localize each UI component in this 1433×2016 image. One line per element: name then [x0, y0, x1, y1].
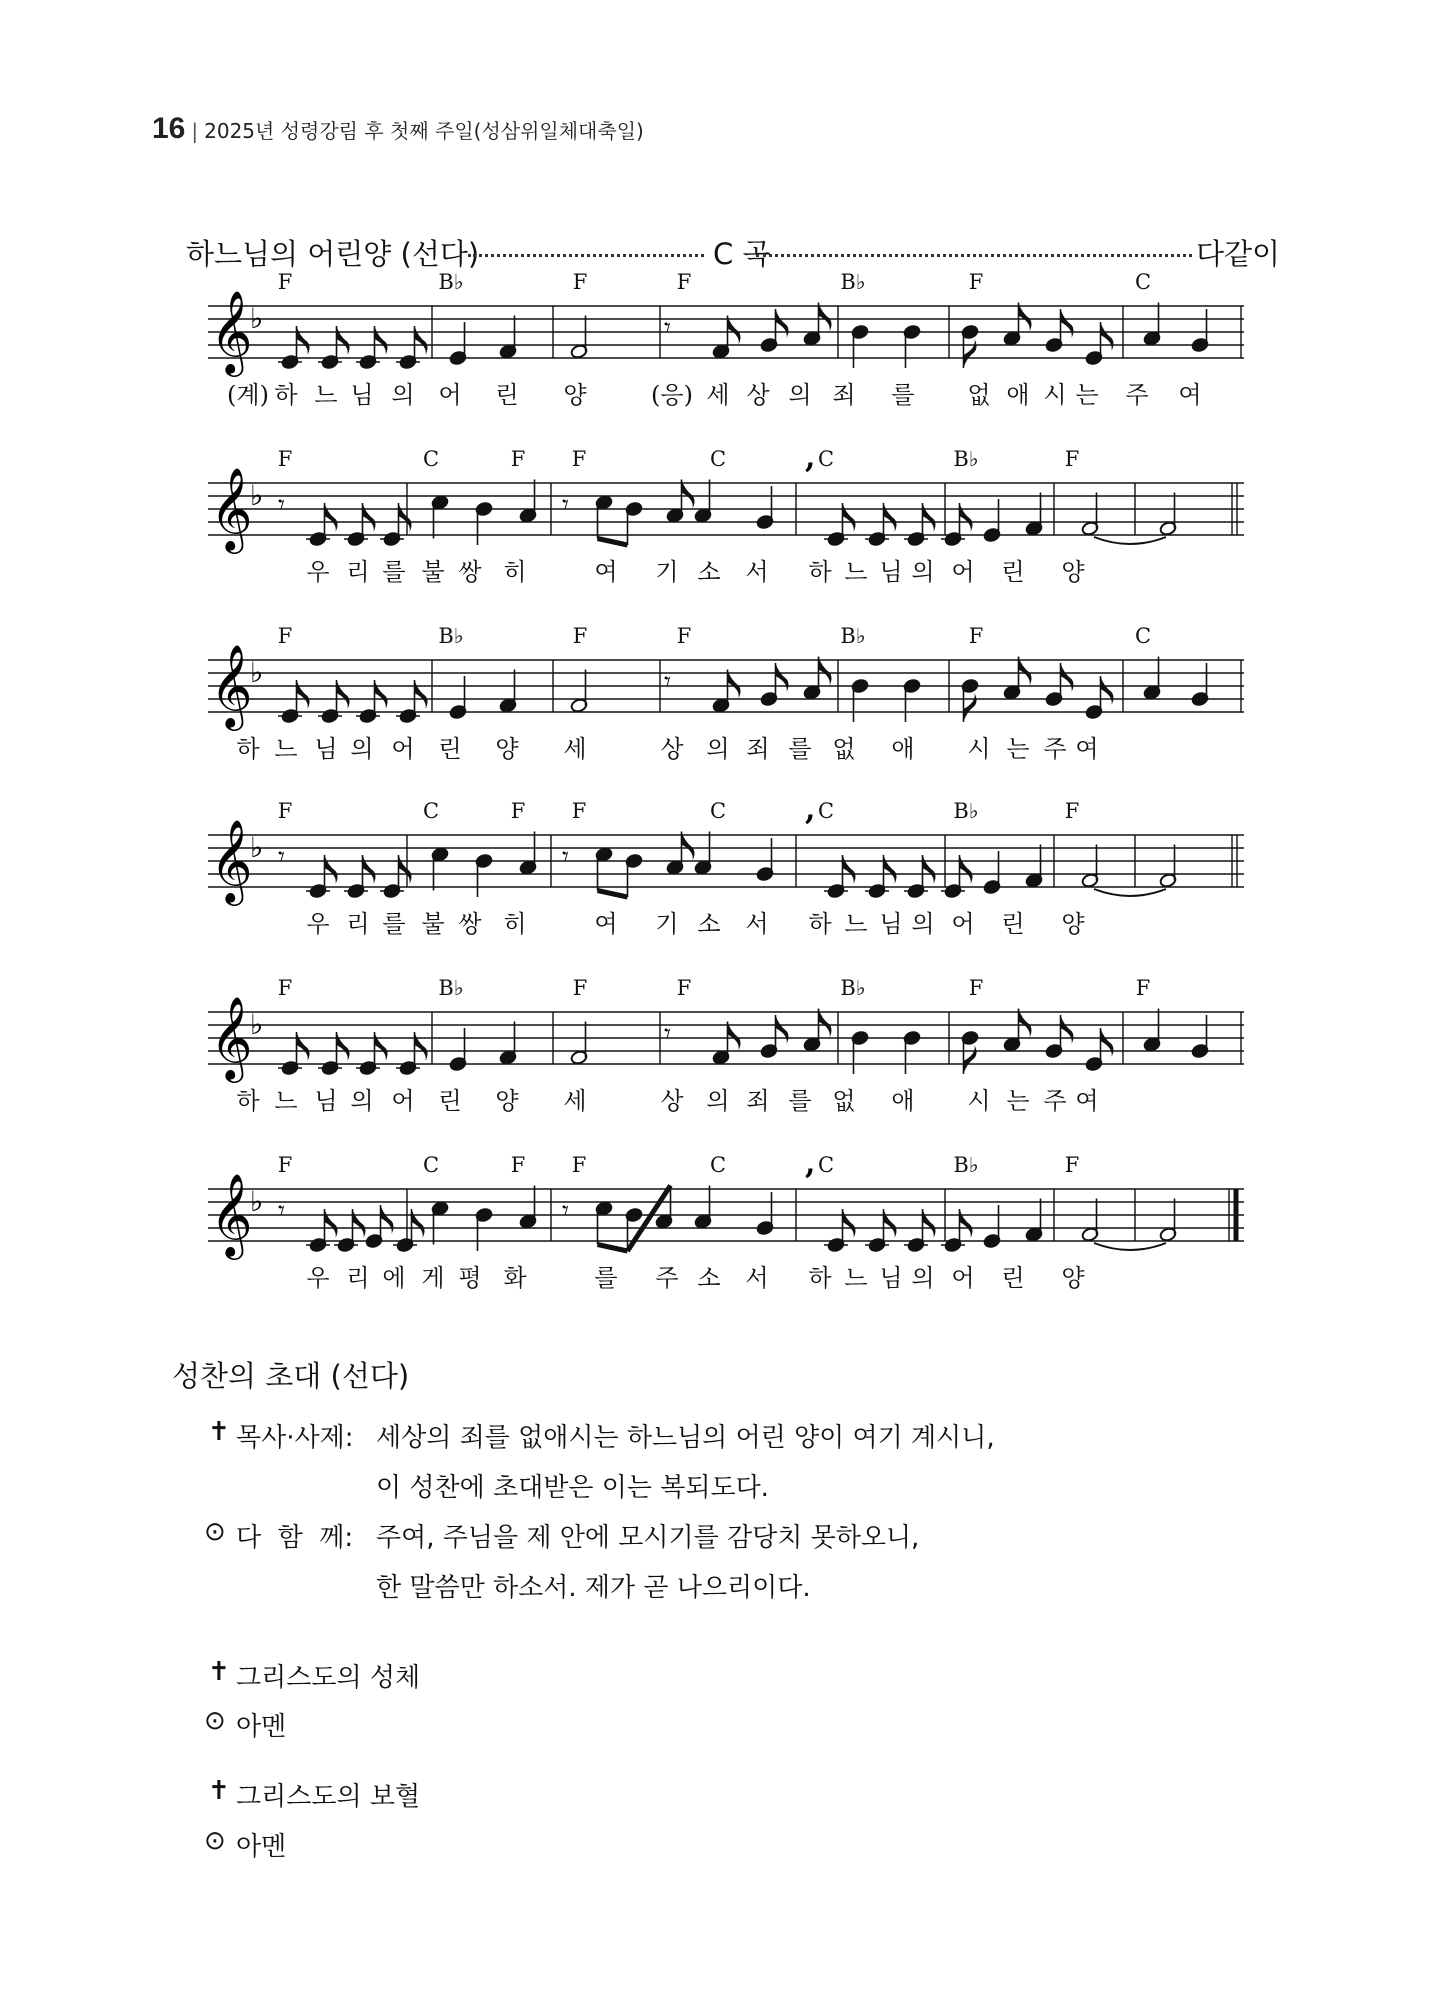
lyric-syllable: 어 — [951, 558, 975, 586]
breath-mark-icon: , — [805, 440, 816, 475]
note-flag — [682, 480, 695, 509]
lyric-syllable: 의 — [911, 1264, 935, 1292]
note-flag — [1101, 322, 1114, 351]
lyric-syllable: 어 — [951, 1264, 975, 1292]
lyric-syllable: 히 — [503, 558, 527, 586]
chord-symbol: F — [510, 1153, 526, 1177]
tie — [1094, 889, 1166, 896]
note-flag — [353, 1209, 366, 1238]
note-flag — [297, 680, 310, 709]
lyric-syllable: 느 — [844, 910, 868, 938]
note-flag — [1019, 657, 1032, 686]
lyric-syllable: 상 — [660, 735, 684, 763]
note-beam — [598, 539, 628, 546]
note-flag — [1019, 303, 1032, 332]
chord-symbol: F — [676, 270, 692, 294]
note-flag — [843, 855, 856, 884]
all-line-1: 주여, 주님을 제 안에 모시기를 감당치 못하오니, — [376, 1523, 920, 1553]
treble-clef-icon: 𝄞 — [210, 466, 253, 550]
flat-key-signature-icon: ♭ — [250, 1185, 264, 1218]
lyric-syllable: 소 — [697, 1264, 721, 1292]
chord-symbol: C — [422, 799, 440, 823]
lyric-syllable: 느 — [314, 381, 338, 409]
note-flag — [728, 1022, 741, 1051]
lyric-syllable: 리 — [346, 1264, 370, 1292]
header-separator: | — [191, 119, 199, 143]
note-flag — [884, 855, 897, 884]
chord-symbol: B♭ — [840, 270, 866, 294]
eighth-rest-icon: 𝄾 — [278, 842, 285, 872]
all-line-2: 한 말씀만 하소서. 제가 곧 나으리이다. — [376, 1573, 811, 1603]
lyric-syllable: 여 — [1178, 381, 1202, 409]
treble-clef-icon: 𝄞 — [210, 643, 253, 727]
lyric-syllable: 의 — [911, 910, 935, 938]
lyric-syllable: 세 — [563, 1087, 587, 1115]
chord-symbol: C — [817, 1153, 835, 1177]
note-flag — [776, 663, 789, 692]
lyric-syllable: (계) — [227, 381, 269, 409]
chord-symbol: B♭ — [953, 1153, 979, 1177]
lyric-syllable: 양 — [495, 735, 519, 763]
note-flag — [399, 855, 412, 884]
lyric-syllable: 린 — [1001, 558, 1025, 586]
lyric-syllable: 느 — [274, 735, 298, 763]
note-flag — [399, 503, 412, 532]
lyric-syllable: 상 — [660, 1087, 684, 1115]
chord-symbol: B♭ — [953, 799, 979, 823]
lyric-syllable: 의 — [350, 735, 374, 763]
chord-symbol: F — [1064, 799, 1080, 823]
lyric-syllable: 린 — [1001, 1264, 1025, 1292]
cross-icon: ✝ — [208, 1657, 230, 1687]
lyric-syllable: 평 — [458, 1264, 482, 1292]
note-flag — [363, 855, 376, 884]
lyric-syllable: 를 — [788, 1087, 812, 1115]
chord-symbol: F — [571, 447, 587, 471]
priest-label: 목사·사제: — [236, 1423, 354, 1453]
note-flag — [1101, 1028, 1114, 1057]
circle-dot-icon: ⊙ — [204, 1517, 226, 1547]
tie — [1094, 537, 1166, 544]
eighth-rest-icon: 𝄾 — [562, 490, 569, 520]
note-flag — [776, 1015, 789, 1044]
note-flag — [1019, 1009, 1032, 1038]
body-line: 그리스도의 성체 — [236, 1663, 421, 1693]
lyric-syllable: 죄 — [746, 1087, 770, 1115]
note-flag — [415, 1032, 428, 1061]
lyric-syllable: 양 — [1061, 558, 1085, 586]
blood-response: 아멘 — [236, 1832, 287, 1862]
lyric-syllable: 의 — [706, 1087, 730, 1115]
lyric-syllable: 양 — [495, 1087, 519, 1115]
treble-clef-icon: 𝄞 — [210, 995, 253, 1079]
note-flag — [923, 1209, 936, 1238]
priest-line-2: 이 성찬에 초대받은 이는 복되도다. — [376, 1473, 769, 1503]
lyric-syllable: 하 — [274, 381, 298, 409]
note-beam — [598, 1245, 628, 1252]
lyric-syllable: 죄 — [746, 735, 770, 763]
lyric-syllable: 의 — [391, 381, 415, 409]
lyric-syllable: 우 — [306, 1264, 330, 1292]
lyric-syllable: 느 — [274, 1087, 298, 1115]
flat-key-signature-icon: ♭ — [250, 479, 264, 512]
lyric-syllable: (응) — [651, 381, 693, 409]
lyric-syllable: 하 — [808, 910, 832, 938]
lyric-syllable: 기 — [655, 558, 679, 586]
eighth-rest-icon: 𝄾 — [278, 490, 285, 520]
lyric-syllable: 의 — [350, 1087, 374, 1115]
note-flag — [1061, 1015, 1074, 1044]
chord-symbol: F — [676, 624, 692, 648]
lyric-syllable: 여 — [594, 910, 618, 938]
lyric-syllable: 양 — [1061, 910, 1085, 938]
lyric-syllable: 우 — [306, 558, 330, 586]
flat-key-signature-icon: ♭ — [250, 831, 264, 864]
lyric-syllable: 를 — [382, 910, 406, 938]
lyric-syllable: 양 — [563, 381, 587, 409]
note-flag — [412, 1209, 425, 1238]
note-flag — [337, 326, 350, 355]
lyric-syllable: 여 — [594, 558, 618, 586]
lyric-syllable: 우 — [306, 910, 330, 938]
chord-symbol: B♭ — [438, 976, 464, 1000]
lyric-syllable: 쌍 — [458, 910, 482, 938]
chord-symbol: B♭ — [438, 270, 464, 294]
note-flag — [415, 680, 428, 709]
lyric-syllable: 는 — [1006, 735, 1030, 763]
lyric-syllable: 서 — [745, 1264, 769, 1292]
lyric-syllable: 린 — [438, 735, 462, 763]
chord-symbol: C — [1134, 624, 1152, 648]
chord-symbol: B♭ — [953, 447, 979, 471]
chord-symbol: F — [571, 1153, 587, 1177]
note-flag — [375, 326, 388, 355]
chord-symbol: F — [510, 799, 526, 823]
note-flag — [297, 326, 310, 355]
lyric-syllable: 하 — [808, 1264, 832, 1292]
note-flag — [964, 339, 977, 368]
lyric-syllable: 주 — [1043, 735, 1067, 763]
lyric-syllable: 서 — [745, 558, 769, 586]
flat-key-signature-icon: ♭ — [250, 1008, 264, 1041]
lyric-syllable: 를 — [891, 381, 915, 409]
note-flag — [325, 855, 338, 884]
treble-clef-icon: 𝄞 — [210, 1172, 253, 1256]
note-flag — [363, 503, 376, 532]
lyric-syllable: 리 — [346, 910, 370, 938]
lyric-syllable: 기 — [655, 910, 679, 938]
note-flag — [819, 1009, 832, 1038]
chord-symbol: C — [709, 447, 727, 471]
lyric-syllable: 없 — [832, 735, 856, 763]
breath-mark-icon: , — [805, 792, 816, 827]
lyric-syllable: 없 — [967, 381, 991, 409]
note-flag — [1061, 309, 1074, 338]
lyric-syllable: 린 — [1001, 910, 1025, 938]
lyric-syllable: 를 — [382, 558, 406, 586]
chord-symbol: F — [968, 976, 984, 1000]
page-number: 16 — [152, 112, 186, 145]
note-flag — [728, 670, 741, 699]
note-flag — [375, 1032, 388, 1061]
circle-dot-icon: ⊙ — [204, 1706, 226, 1736]
priest-line-1: 세상의 죄를 없애시는 하느님의 어린 양이 여기 계시니, — [376, 1423, 995, 1453]
lyric-syllable: 서 — [745, 910, 769, 938]
lyric-syllable: 화 — [503, 1264, 527, 1292]
lyric-syllable: 애 — [891, 1087, 915, 1115]
chord-symbol: F — [277, 799, 293, 823]
lyric-syllable: 의 — [911, 558, 935, 586]
lyric-syllable: 없 — [832, 1087, 856, 1115]
chord-symbol: F — [1064, 447, 1080, 471]
chord-symbol: F — [572, 624, 588, 648]
lyric-syllable: 님 — [879, 558, 903, 586]
lyric-syllable: 는 — [1006, 1087, 1030, 1115]
lyric-syllable: 하 — [808, 558, 832, 586]
header-title: 2025년 성령강림 후 첫째 주일(성삼위일체대축일) — [204, 119, 644, 143]
lyric-syllable: 의 — [788, 381, 812, 409]
lyric-syllable: 님 — [314, 735, 338, 763]
chord-symbol: F — [571, 799, 587, 823]
chord-symbol: F — [968, 270, 984, 294]
chord-symbol: C — [817, 447, 835, 471]
flat-key-signature-icon: ♭ — [250, 656, 264, 689]
chord-symbol: F — [277, 976, 293, 1000]
body-response: 아멘 — [236, 1712, 287, 1742]
cross-icon: ✝ — [208, 1417, 230, 1447]
lyric-syllable: 린 — [495, 381, 519, 409]
lyric-syllable: 죄 — [832, 381, 856, 409]
treble-clef-icon: 𝄞 — [210, 818, 253, 902]
chord-symbol: F — [676, 976, 692, 1000]
chord-symbol: F — [1064, 1153, 1080, 1177]
cross-icon: ✝ — [208, 1776, 230, 1806]
lyric-syllable: 리 — [346, 558, 370, 586]
chord-symbol: B♭ — [438, 624, 464, 648]
note-flag — [819, 303, 832, 332]
lyric-syllable: 주 — [1043, 1087, 1067, 1115]
note-flag — [964, 1045, 977, 1074]
eighth-rest-icon: 𝄾 — [664, 667, 671, 697]
tie — [1094, 1243, 1166, 1250]
lyric-syllable: 양 — [1061, 1264, 1085, 1292]
hymn-tune: C 곡 — [713, 237, 771, 271]
lyric-syllable: 소 — [697, 910, 721, 938]
lyric-syllable: 시 — [1043, 381, 1067, 409]
chord-symbol: F — [277, 447, 293, 471]
chord-symbol: F — [572, 976, 588, 1000]
lyric-syllable: 어 — [951, 910, 975, 938]
chord-symbol: F — [968, 624, 984, 648]
chord-symbol: C — [422, 1153, 440, 1177]
note-flag — [923, 503, 936, 532]
lyric-syllable: 히 — [503, 910, 527, 938]
note-flag — [1061, 663, 1074, 692]
note-flag — [337, 680, 350, 709]
note-flag — [415, 326, 428, 355]
lyric-syllable: 소 — [697, 558, 721, 586]
lyric-syllable: 하 — [236, 735, 260, 763]
lyric-syllable: 세 — [706, 381, 730, 409]
note-beam — [598, 891, 628, 898]
chord-symbol: C — [1134, 270, 1152, 294]
note-flag — [819, 657, 832, 686]
lyric-syllable: 를 — [594, 1264, 618, 1292]
note-flag — [325, 1209, 338, 1238]
note-flag — [884, 1209, 897, 1238]
chord-symbol: C — [709, 1153, 727, 1177]
lyric-syllable: 님 — [879, 910, 903, 938]
lyric-syllable: 시 — [967, 735, 991, 763]
all-label: 다 함 께: — [236, 1523, 354, 1553]
lyric-syllable: 님 — [879, 1264, 903, 1292]
lyric-syllable: 불 — [421, 558, 445, 586]
lyric-syllable: 는 — [1075, 381, 1099, 409]
note-flag — [1101, 676, 1114, 705]
eighth-rest-icon: 𝄾 — [278, 1196, 285, 1226]
lyric-syllable: 쌍 — [458, 558, 482, 586]
lyric-syllable: 시 — [967, 1087, 991, 1115]
hymn-mode: 다같이 — [1195, 237, 1280, 271]
chord-symbol: C — [709, 799, 727, 823]
note-flag — [923, 855, 936, 884]
note-flag — [884, 503, 897, 532]
lyric-syllable: 애 — [891, 735, 915, 763]
note-flag — [960, 1209, 973, 1238]
note-flag — [325, 503, 338, 532]
note-flag — [728, 316, 741, 345]
lyric-syllable: 어 — [438, 381, 462, 409]
note-flag — [375, 680, 388, 709]
chord-symbol: C — [817, 799, 835, 823]
note-flag — [297, 1032, 310, 1061]
chord-symbol: B♭ — [840, 624, 866, 648]
lyric-syllable: 느 — [844, 1264, 868, 1292]
lyric-syllable: 를 — [788, 735, 812, 763]
chord-symbol: F — [277, 1153, 293, 1177]
lyric-syllable: 에 — [382, 1264, 406, 1292]
hymn-title: 하느님의 어린양 (선다) — [186, 237, 480, 271]
chord-symbol: F — [277, 270, 293, 294]
note-flag — [843, 1209, 856, 1238]
chord-symbol: F — [1135, 976, 1151, 1000]
note-flag — [964, 693, 977, 722]
circle-dot-icon: ⊙ — [204, 1826, 226, 1856]
note-flag — [843, 503, 856, 532]
lyric-syllable: 상 — [746, 381, 770, 409]
lyric-syllable: 어 — [391, 735, 415, 763]
eighth-rest-icon: 𝄾 — [664, 1019, 671, 1049]
note-flag — [960, 855, 973, 884]
note-flag — [337, 1032, 350, 1061]
chord-symbol: F — [277, 624, 293, 648]
eighth-rest-icon: 𝄾 — [562, 842, 569, 872]
lyric-syllable: 님 — [314, 1087, 338, 1115]
note-flag — [682, 832, 695, 861]
lyric-syllable: 주 — [1125, 381, 1149, 409]
lyric-syllable: 느 — [844, 558, 868, 586]
note-flag — [381, 1205, 394, 1234]
eighth-rest-icon: 𝄾 — [562, 1196, 569, 1226]
chord-symbol: B♭ — [840, 976, 866, 1000]
section-title: 성찬의 초대 (선다) — [172, 1359, 410, 1393]
chord-symbol: C — [422, 447, 440, 471]
lyric-syllable: 애 — [1006, 381, 1030, 409]
lyric-syllable: 여 — [1075, 735, 1099, 763]
lyric-syllable: 주 — [655, 1264, 679, 1292]
note-flag — [776, 309, 789, 338]
blood-line: 그리스도의 보혈 — [236, 1782, 421, 1812]
note-flag — [960, 503, 973, 532]
chord-symbol: F — [572, 270, 588, 294]
lyric-syllable: 님 — [350, 381, 374, 409]
lyric-syllable: 여 — [1075, 1087, 1099, 1115]
chord-symbol: F — [510, 447, 526, 471]
flat-key-signature-icon: ♭ — [250, 302, 264, 335]
lyric-syllable: 세 — [563, 735, 587, 763]
lyric-syllable: 하 — [236, 1087, 260, 1115]
lyric-syllable: 불 — [421, 910, 445, 938]
treble-clef-icon: 𝄞 — [210, 289, 253, 373]
lyric-syllable: 게 — [421, 1264, 445, 1292]
lyric-syllable: 린 — [438, 1087, 462, 1115]
lyric-syllable: 어 — [391, 1087, 415, 1115]
eighth-rest-icon: 𝄾 — [664, 313, 671, 343]
lyric-syllable: 의 — [706, 735, 730, 763]
breath-mark-icon: , — [805, 1146, 816, 1181]
